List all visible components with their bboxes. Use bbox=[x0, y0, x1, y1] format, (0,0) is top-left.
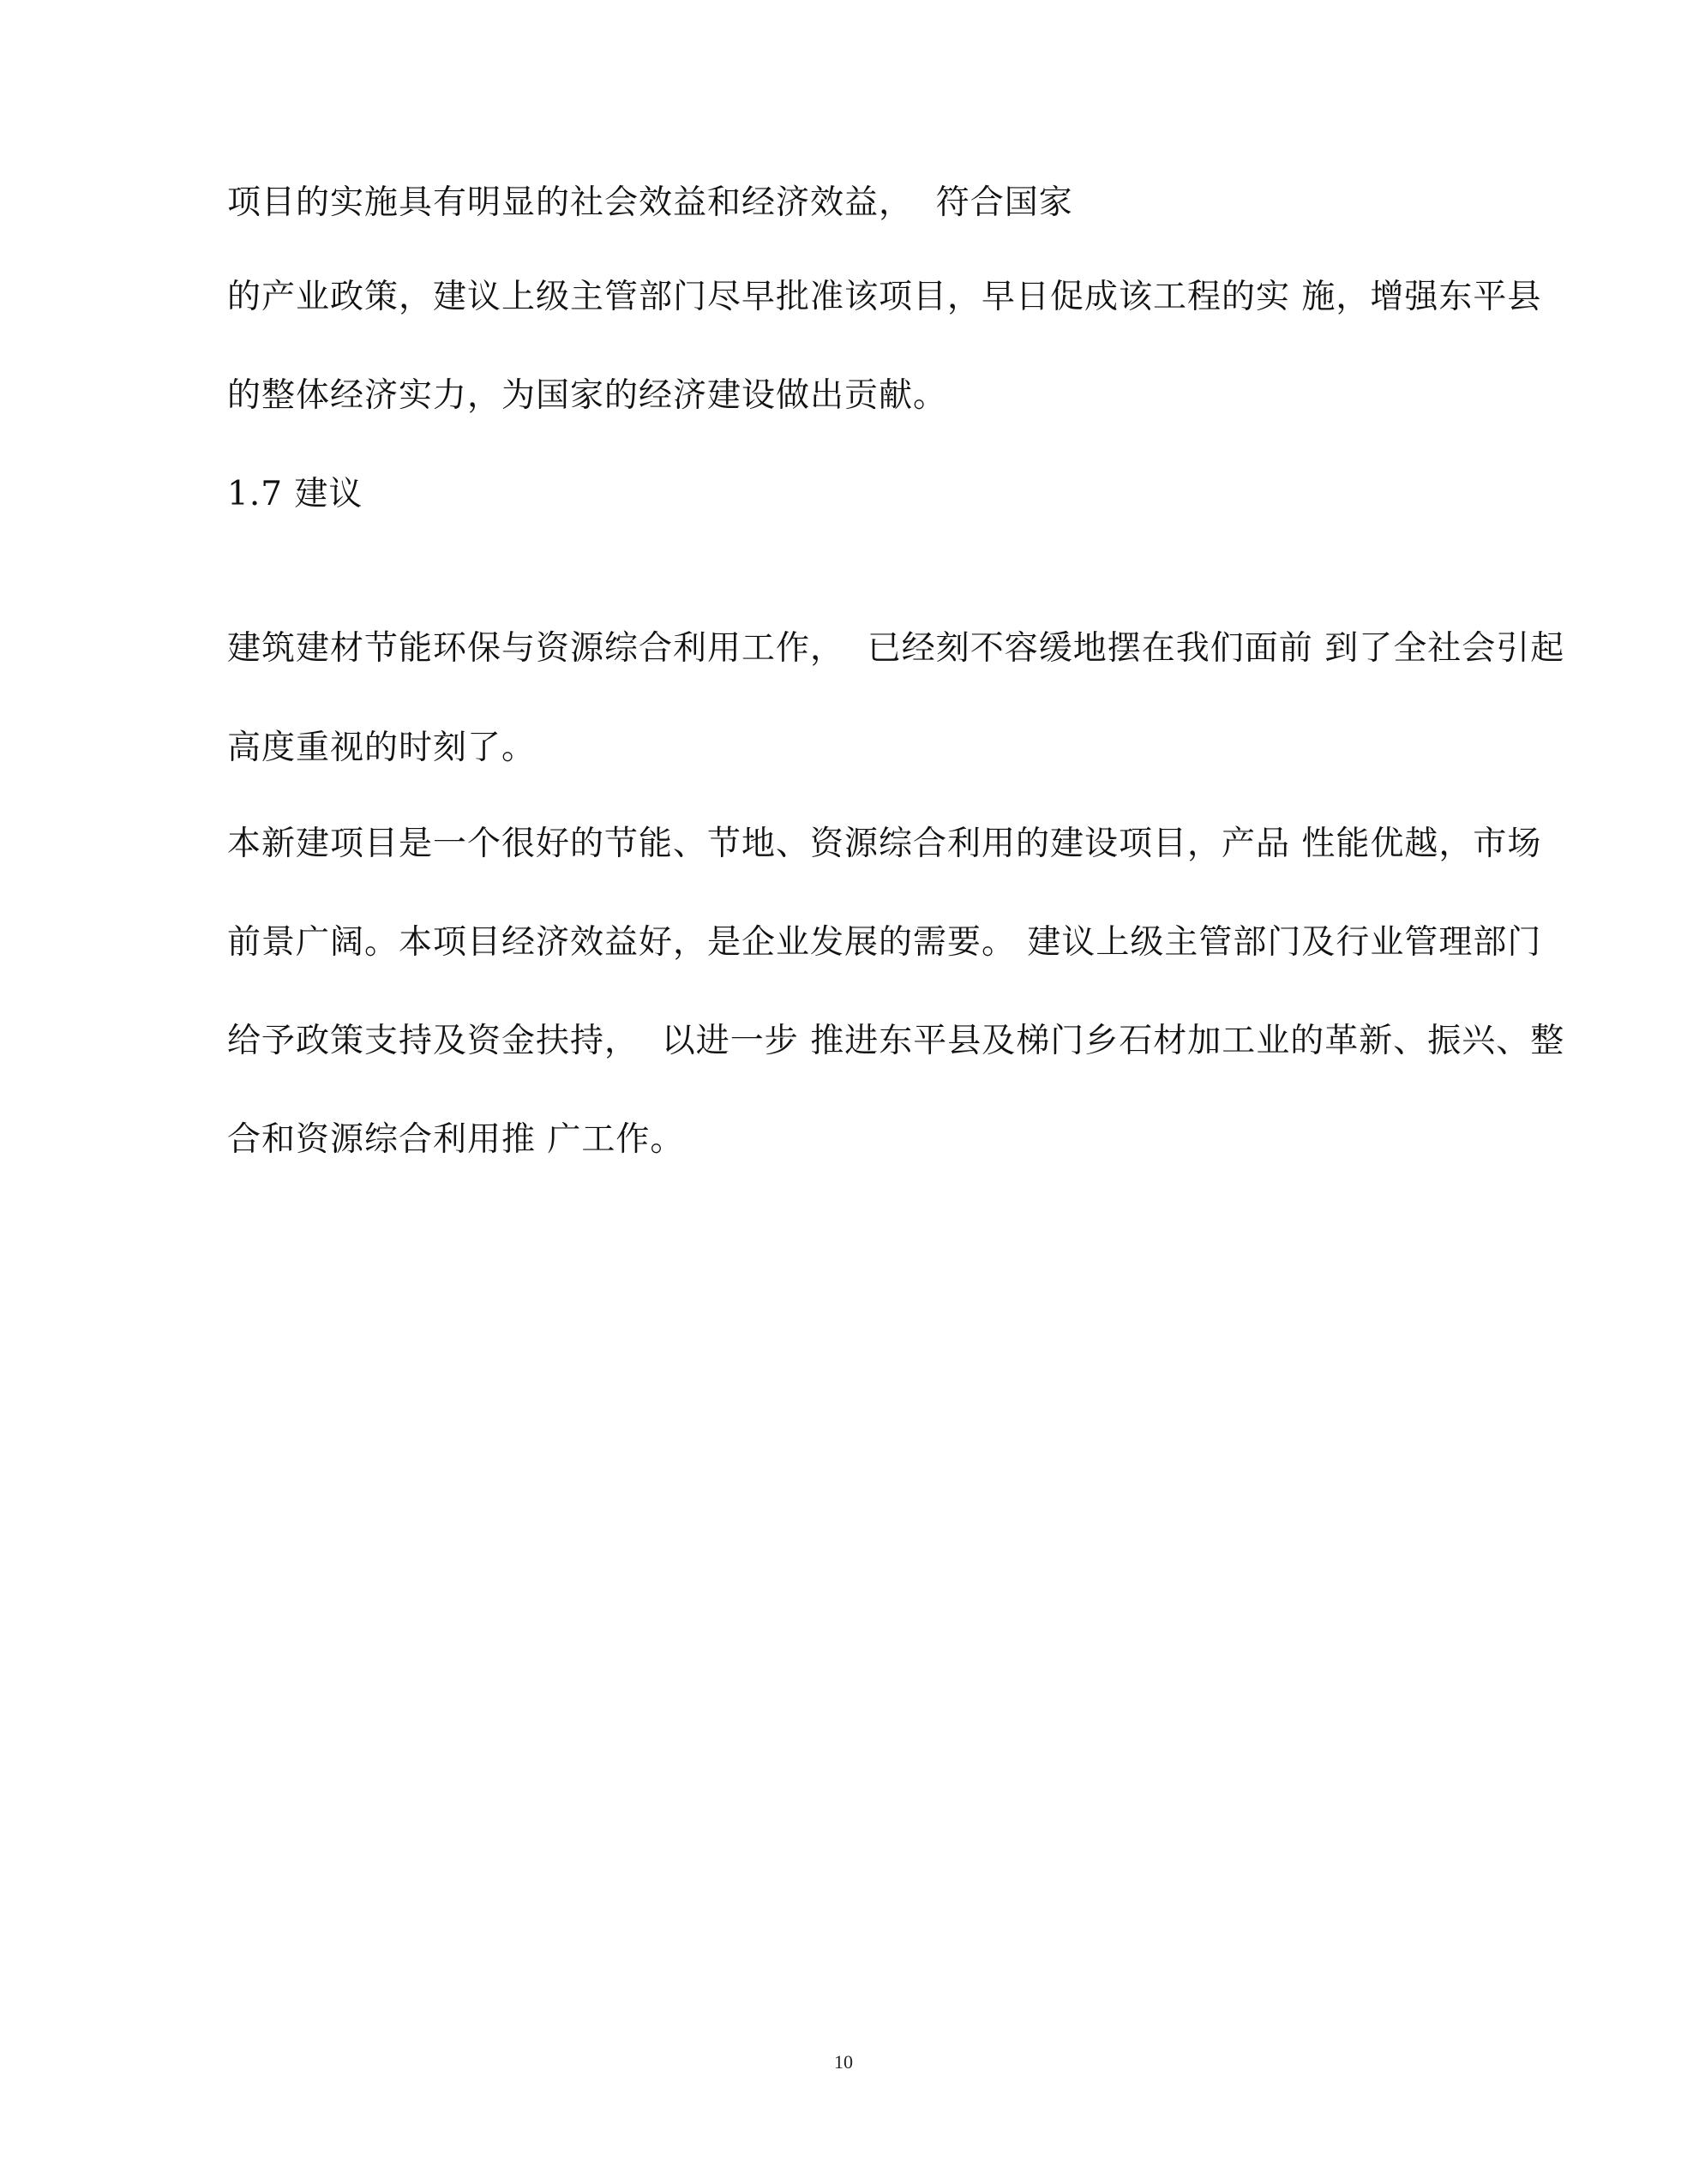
paragraph-line-3: 的整体经济实力，为国家的经济建设做出贡献。 bbox=[227, 376, 948, 415]
section-heading: 1.7 建议 bbox=[227, 475, 363, 513]
paragraph-line-2: 的产业政策，建议上级主管部门尽早批准该项目，早日促成该工程的实 施，增强东平县 bbox=[227, 278, 1542, 316]
paragraph-line-9: 给予政策支持及资金扶持， 以进一步 推进东平县及梯门乡石材加工业的革新、振兴、整 bbox=[227, 1022, 1565, 1060]
paragraph-line-7: 本新建项目是一个很好的节能、节地、资源综合利用的建设项目，产品 性能优越，市场 bbox=[227, 825, 1542, 863]
paragraph-line-8: 前景广阔。本项目经济效益好，是企业发展的需要。 建议上级主管部门及行业管理部门 bbox=[227, 923, 1542, 962]
paragraph-line-6: 高度重视的时刻了。 bbox=[227, 729, 537, 767]
paragraph-line-5: 建筑建材节能环保与资源综合利用工作， 已经刻不容缓地摆在我们面前 到了全社会引起 bbox=[227, 629, 1565, 668]
paragraph-line-10: 合和资源综合利用推 广工作。 bbox=[227, 1120, 685, 1159]
paragraph-line-1: 项目的实施具有明显的社会效益和经济效益， 符合国家 bbox=[227, 183, 1073, 222]
page-number: 10 bbox=[834, 2051, 853, 2073]
